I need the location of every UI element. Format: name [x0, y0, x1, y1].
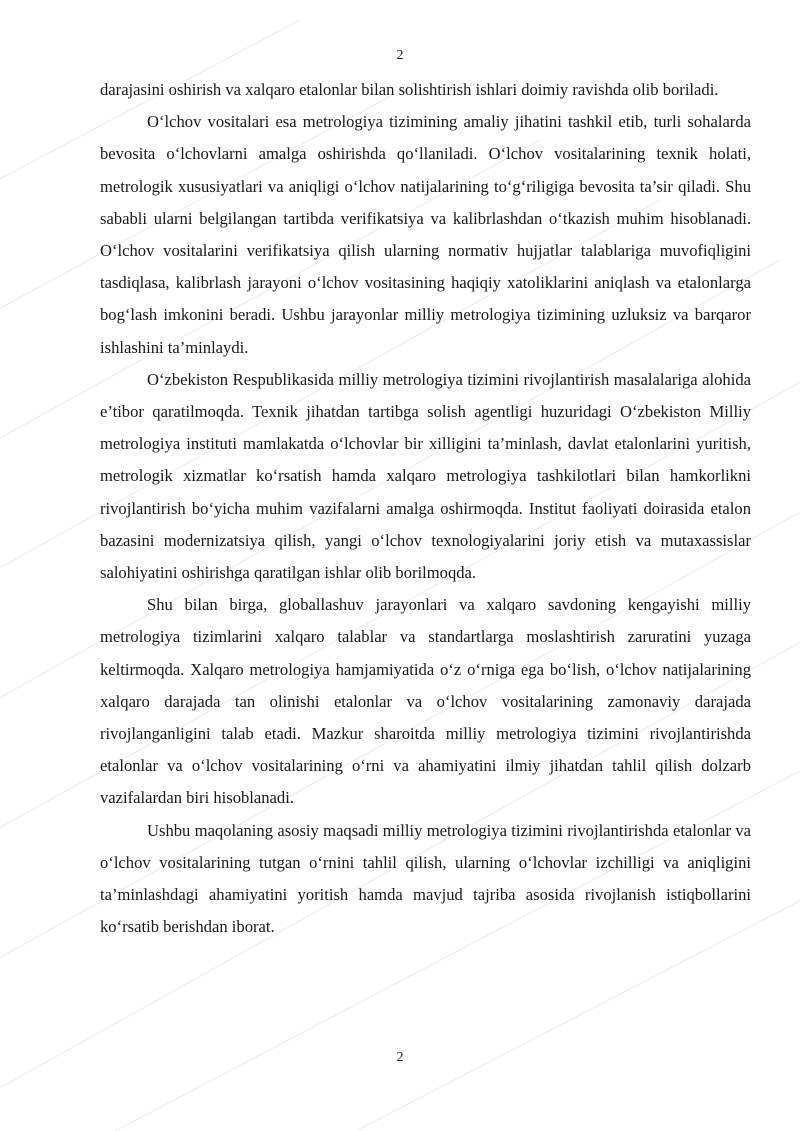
paragraph: O‘lchov vositalari esa metrologiya tizimining amaliy jihatini tashkil etib, turli sohalarda bevosita o‘lchovlarni amalga oshirishda qo‘llaniladi. O‘lchov vositalarining texnik holati, metrologik xususiyatlari va aniqligi o‘lchov natijalarining to‘g‘riligiga bevosita ta’sir qiladi. Shu sababli ularni belgilangan tartibda verifikatsiya va kalibrlashdan o‘tkazish muhim hisoblanadi. O‘lchov vositalarini verifikatsiya qilish ularning normativ hujjatlar talablariga muvofiqligini tasdiqlasa, kalibrlash jarayoni o‘lchov vositasining haqiqiy xatoliklarini aniqlash va etalonlarga bog‘lash imkonini beradi. Ushbu jarayonlar milliy metrologiya tizimining uzluksiz va barqaror ishlashini ta’minlaydi. [100, 112, 751, 357]
document-body [100, 74, 751, 943]
page-number-top: 2 [396, 48, 404, 63]
paragraph: Ushbu maqolaning asosiy maqsadi milliy metrologiya tizimini rivojlantirishda etalonlar va o‘lchov vositalarining tutgan o‘rnini tahlil qilish, ularning o‘lchovlar izchilligi va aniqligini ta’minlashdagi ahamiyatini yoritish hamda mavjud tajriba asosida rivojlanish istiqbollarini ko‘rsatib berishdan iborat. [100, 820, 751, 937]
page-number-bottom: 2 [396, 1050, 404, 1065]
paragraph: Shu bilan birga, globallashuv jarayonlari va xalqaro savdoning kengayishi milliy metrologiya tizimlarini xalqaro talablar va standartlarga moslashtirish zaruratini yuzaga keltirmoqda. Xalqaro metrologiya hamjamiyatida o‘z o‘rniga ega bo‘lish, o‘lchov natijalarining xalqaro darajada tan olinishi etalonlar va o‘lchov vositalarining zamonaviy darajada rivojlanganligini talab etadi. Mazkur sharoitda milliy metrologiya tizimini rivojlantirishda etalonlar va o‘lchov vositalarining o‘rni va ahamiyatini ilmiy jihatdan tahlil qilish dolzarb vazifalardan biri hisoblanadi. [100, 595, 751, 808]
paragraph: O‘zbekiston Respublikasida milliy metrologiya tizimini rivojlantirish masalalariga alohida e’tibor qaratilmoqda. Texnik jihatdan tartibga solish agentligi huzuridagi O‘zbekiston Milliy metrologiya instituti mamlakatda o‘lchovlar bir xilligini ta’minlash, davlat etalonlarini yuritish, metrologik xizmatlar ko‘rsatish hamda xalqaro metrologiya tashkilotlari bilan hamkorlikni rivojlantirish bo‘yicha muhim vazifalarni amalga oshirmoqda. Institut faoliyati doirasida etalon bazasini modernizatsiya qilish, yangi o‘lchov texnologiyalarini joriy etish va mutaxassislar salohiyatini oshirishga qaratilgan ishlar olib borilmoqda. [100, 369, 751, 583]
paragraph-continuation: darajasini oshirish va xalqaro etalonlar bilan solishtirish ishlari doimiy ravishda olib boriladi. [100, 80, 719, 99]
